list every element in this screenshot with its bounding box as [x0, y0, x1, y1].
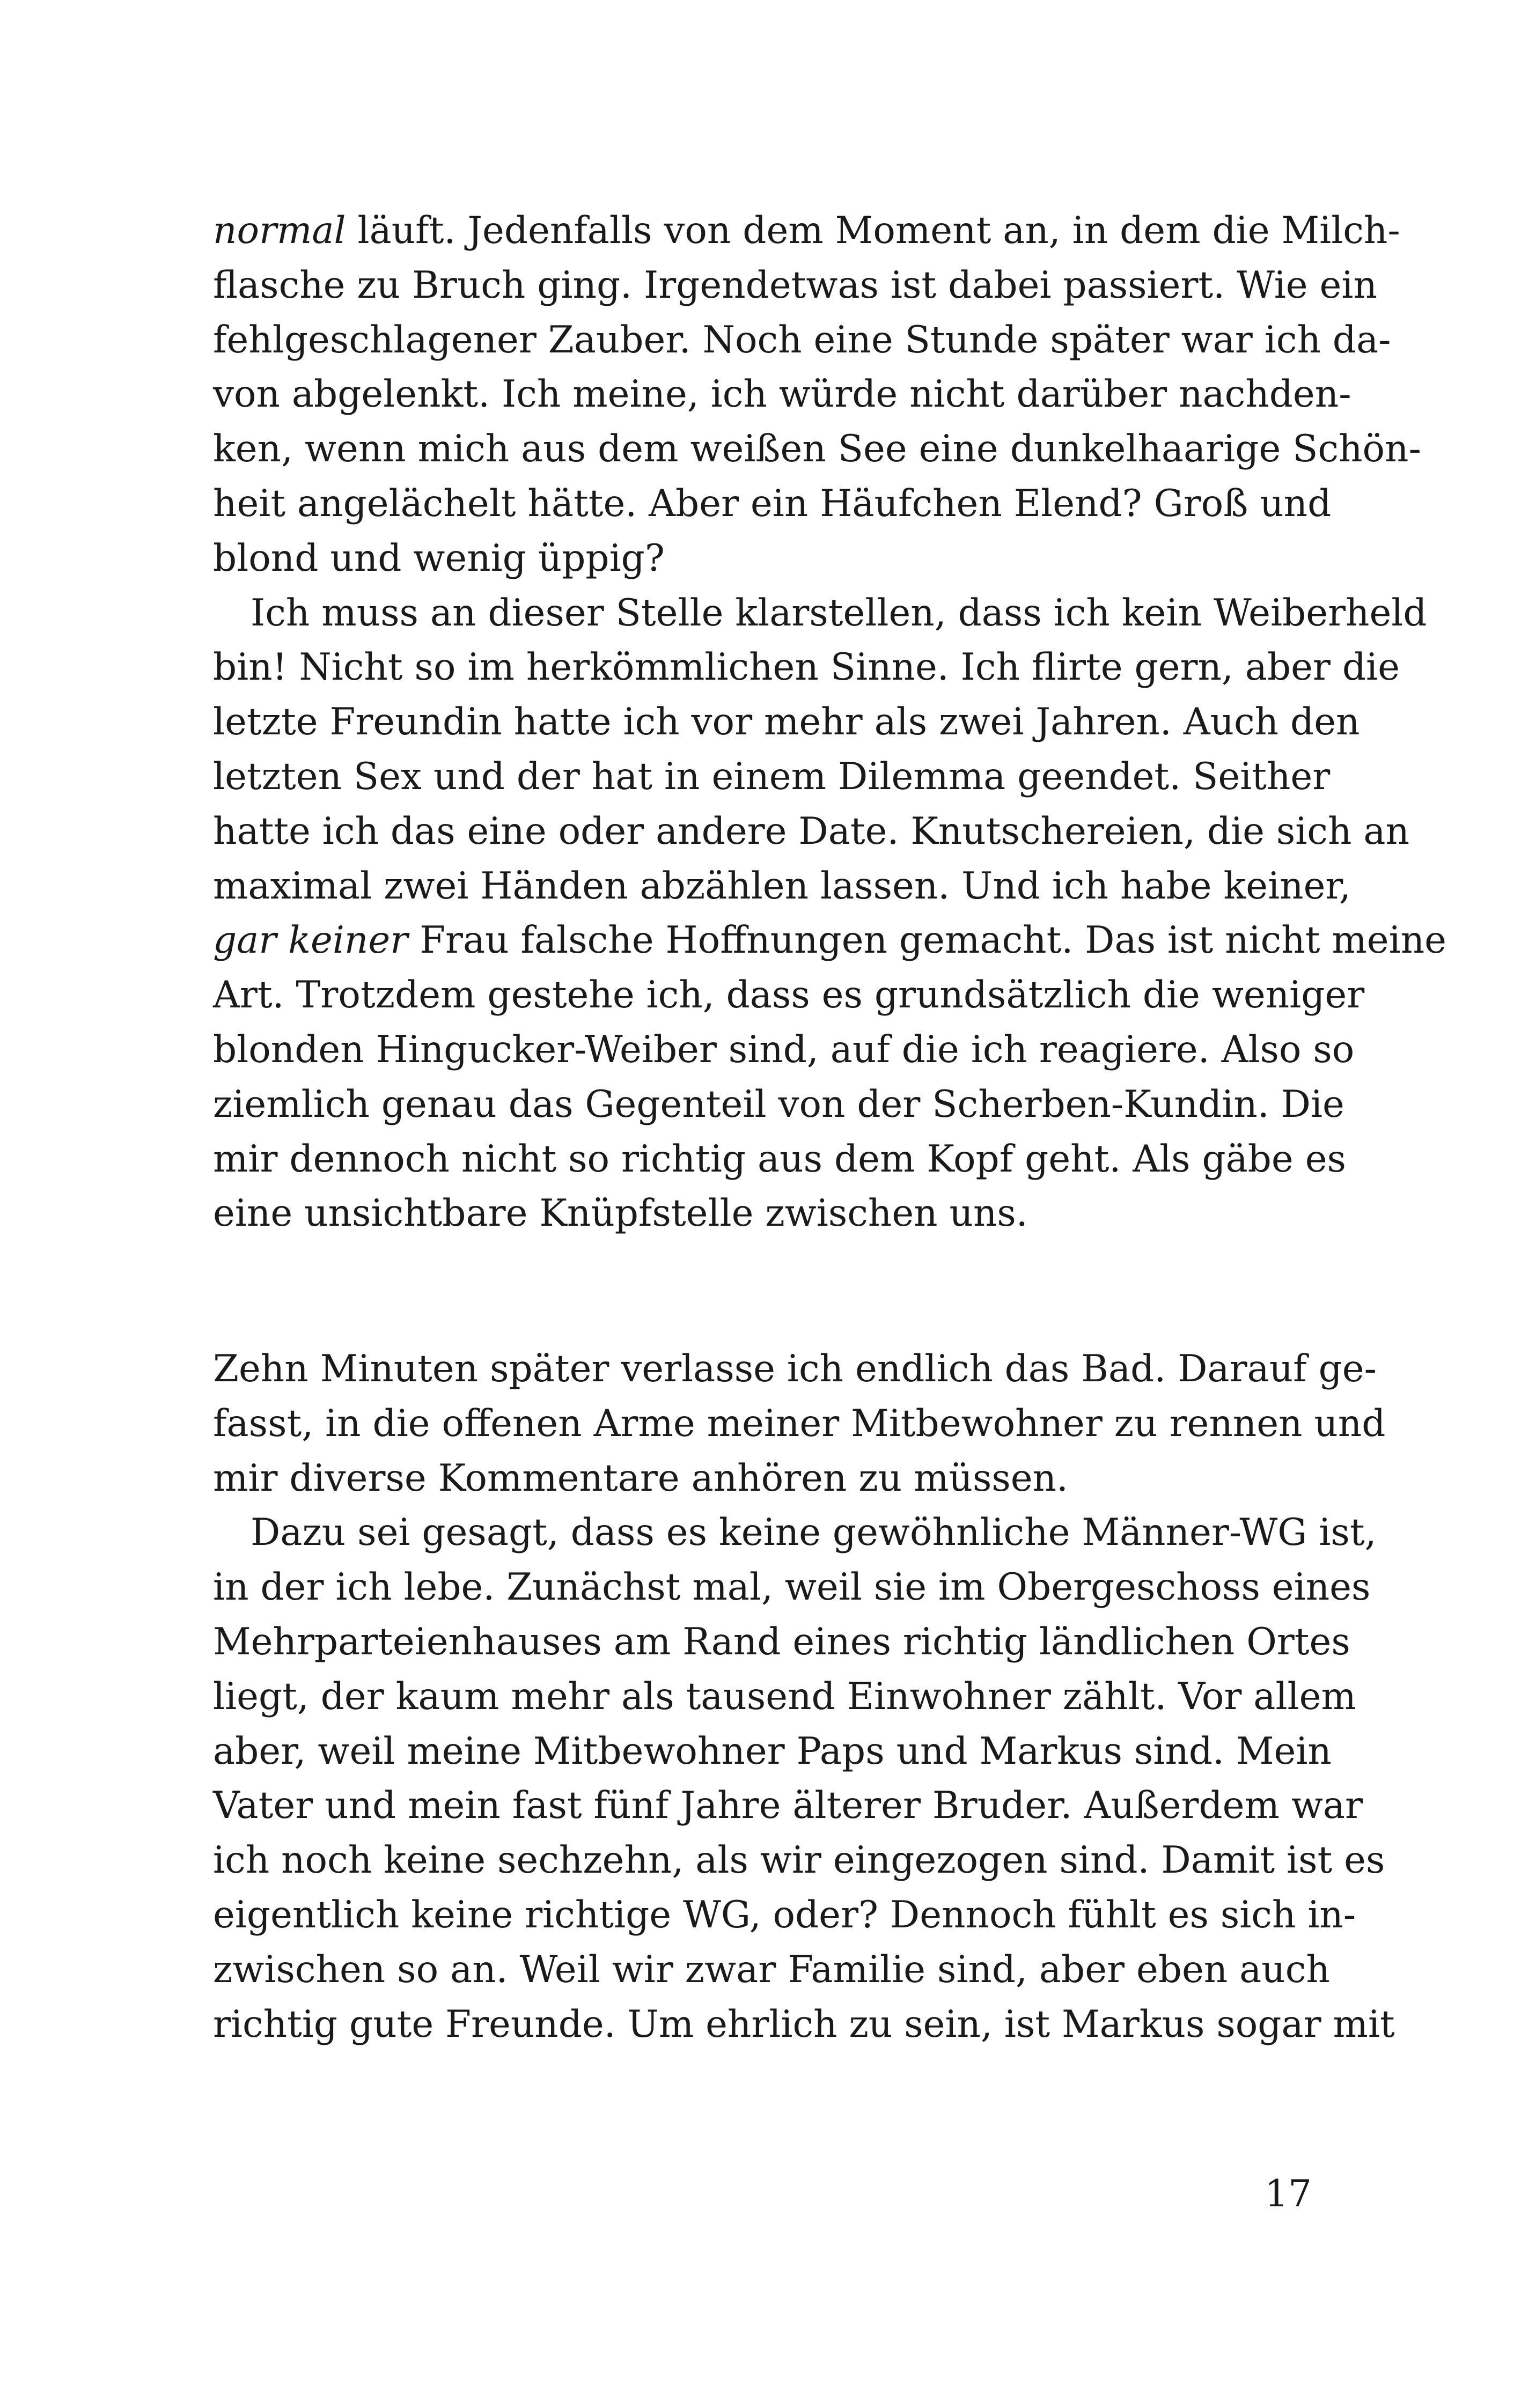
text-line — [213, 259, 1377, 313]
text-line — [213, 532, 1313, 586]
text-run: Frau falsche Hoffnungen gemacht. Das ist nicht meine — [408, 919, 1446, 962]
text-run: ken, wenn mich aus dem weißen See eine dunkelhaarige Schön- — [213, 428, 1421, 471]
text-line — [213, 367, 1351, 422]
text-section-1 — [213, 204, 1446, 1241]
text-run: ich noch keine sechzehn, als wir eingezogen sind. Damit ist es — [213, 1839, 1385, 1882]
text-run: in der ich lebe. Zunächst mal, weil sie im Obergeschoss eines — [213, 1566, 1371, 1609]
text-line — [213, 1833, 1385, 1888]
text-run: mir diverse Kommentare anhören zu müssen. — [213, 1456, 1068, 1500]
text-line — [213, 805, 1409, 859]
text-line — [213, 1943, 1330, 1998]
text-line — [213, 422, 1421, 477]
text-run: blonden Hingucker-Weiber sind, auf die ich reagiere. Also so — [213, 1028, 1355, 1071]
text-line — [213, 1187, 1313, 1241]
text-line — [213, 1342, 1377, 1397]
text-run: läuft. Jedenfalls von dem Moment an, in dem die Milch- — [346, 209, 1400, 252]
text-line — [213, 1132, 1346, 1187]
text-run: bin! Nicht so im herkömmlichen Sinne. Ich flirte gern, aber die — [213, 646, 1400, 689]
text-line — [213, 204, 1400, 259]
paragraph — [213, 586, 1446, 1242]
text-run: Art. Trotzdem gestehe ich, dass es grundsätzlich die weniger — [213, 974, 1365, 1017]
text-section-2 — [213, 1342, 1395, 2052]
text-line — [213, 750, 1331, 805]
text-line — [213, 1506, 1377, 1560]
text-line — [213, 914, 1446, 968]
text-run: liegt, der kaum mehr als tausend Einwohner zählt. Vor allem — [213, 1675, 1356, 1718]
text-line — [213, 695, 1360, 750]
italic-word: gar keiner — [213, 919, 408, 962]
text-run: Vater und mein fast fünf Jahre älterer Bruder. Außerdem war — [213, 1784, 1363, 1828]
text-line — [213, 1397, 1386, 1452]
paragraph — [213, 1506, 1395, 2052]
text-line — [213, 477, 1332, 532]
text-line — [213, 640, 1400, 695]
italic-word: normal — [213, 209, 346, 252]
text-line — [213, 1560, 1371, 1615]
paragraph — [213, 1342, 1386, 1506]
text-line — [213, 1452, 1313, 1506]
text-line — [213, 859, 1351, 914]
text-run: zwischen so an. Weil wir zwar Familie sind, aber eben auch — [213, 1948, 1330, 1991]
text-line — [213, 968, 1365, 1023]
text-line — [213, 1615, 1350, 1670]
text-run: fehlgeschlagener Zauber. Noch eine Stunde später war ich da- — [213, 318, 1391, 362]
text-run: maximal zwei Händen abzählen lassen. Und ich habe keiner, — [213, 864, 1351, 908]
text-run: blond und wenig üppig? — [213, 536, 665, 580]
paragraph — [213, 204, 1421, 586]
text-run: eine unsichtbare Knüpfstelle zwischen uns. — [213, 1192, 1028, 1235]
text-line — [213, 1998, 1395, 2052]
text-run: Zehn Minuten später verlasse ich endlich das Bad. Darauf ge- — [213, 1347, 1377, 1390]
text-run: eigentlich keine richtige WG, oder? Dennoch fühlt es sich in- — [213, 1893, 1356, 1936]
text-line — [213, 1670, 1356, 1725]
text-run: letzten Sex und der hat in einem Dilemma geendet. Seither — [213, 755, 1331, 798]
text-run: mir dennoch nicht so richtig aus dem Kopf geht. Als gäbe es — [213, 1137, 1346, 1181]
text-run: heit angelächelt hätte. Aber ein Häufchen Elend? Groß und — [213, 482, 1332, 525]
text-line — [213, 1888, 1356, 1943]
page-number: 17 — [1265, 2173, 1312, 2215]
text-run: Ich muss an dieser Stelle klarstellen, dass ich kein Weiberheld — [251, 591, 1427, 635]
text-run: Dazu sei gesagt, dass es keine gewöhnliche Männer-WG ist, — [251, 1511, 1377, 1555]
text-run: flasche zu Bruch ging. Irgendetwas ist dabei passiert. Wie ein — [213, 263, 1377, 307]
text-line — [213, 313, 1391, 368]
text-run: fasst, in die offenen Arme meiner Mitbewohner zu rennen und — [213, 1402, 1386, 1445]
text-run: hatte ich das eine oder andere Date. Knutschereien, die sich an — [213, 809, 1409, 853]
text-line — [213, 1779, 1363, 1833]
text-run: aber, weil meine Mitbewohner Paps und Markus sind. Mein — [213, 1729, 1332, 1773]
text-line — [213, 1725, 1332, 1779]
text-run: Mehrparteienhauses am Rand eines richtig ländlichen Ortes — [213, 1620, 1350, 1663]
text-line — [213, 1023, 1355, 1078]
text-line — [213, 1078, 1344, 1132]
text-run: letzte Freundin hatte ich vor mehr als zwei Jahren. Auch den — [213, 701, 1360, 744]
text-run: von abgelenkt. Ich meine, ich würde nicht darüber nachden- — [213, 373, 1351, 416]
text-run: richtig gute Freunde. Um ehrlich zu sein, ist Markus sogar mit — [213, 2002, 1395, 2046]
text-run: ziemlich genau das Gegenteil von der Scherben-Kundin. Die — [213, 1083, 1344, 1126]
text-line — [213, 586, 1427, 641]
